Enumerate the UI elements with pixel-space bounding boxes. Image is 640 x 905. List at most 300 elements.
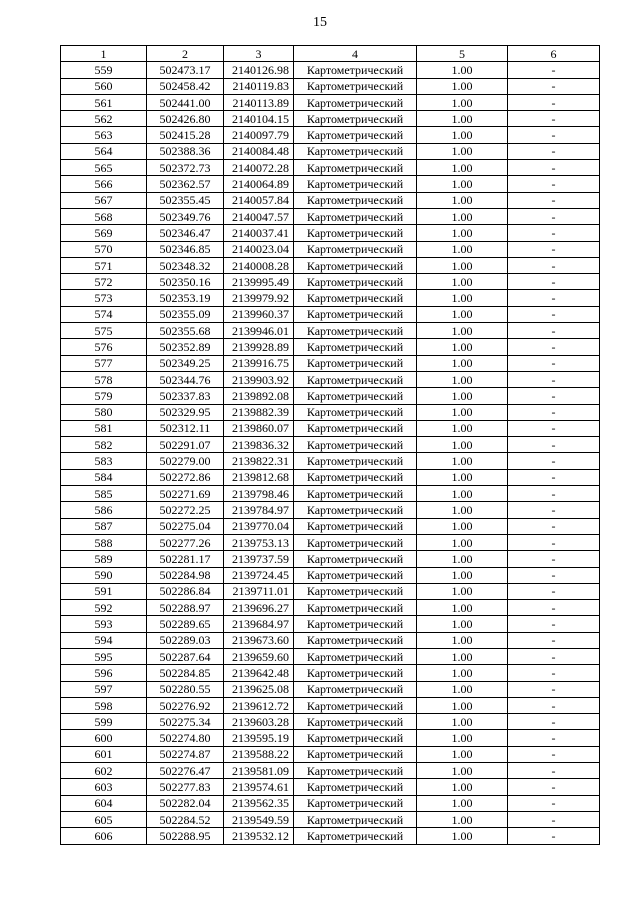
accuracy-cell: 1.00	[417, 111, 508, 127]
y-coordinate-cell: 2139882.39	[224, 404, 294, 420]
x-coordinate-cell: 502279.00	[147, 453, 224, 469]
method-cell: Картометрический	[294, 779, 417, 795]
description-cell: -	[508, 746, 600, 762]
method-cell: Картометрический	[294, 534, 417, 550]
description-cell: -	[508, 486, 600, 502]
x-coordinate-cell: 502362.57	[147, 176, 224, 192]
description-cell: -	[508, 62, 600, 78]
x-coordinate-cell: 502287.64	[147, 648, 224, 664]
accuracy-cell: 1.00	[417, 339, 508, 355]
method-cell: Картометрический	[294, 518, 417, 534]
y-coordinate-cell: 2139812.68	[224, 469, 294, 485]
point-number-cell: 582	[61, 437, 147, 453]
table-row	[61, 355, 600, 371]
method-cell: Картометрический	[294, 257, 417, 273]
point-number-cell: 571	[61, 257, 147, 273]
point-number-cell: 564	[61, 143, 147, 159]
y-coordinate-cell: 2139960.37	[224, 306, 294, 322]
x-coordinate-cell: 502289.65	[147, 616, 224, 632]
point-number-cell: 574	[61, 306, 147, 322]
y-coordinate-cell: 2140119.83	[224, 78, 294, 94]
method-cell: Картометрический	[294, 78, 417, 94]
y-coordinate-cell: 2139581.09	[224, 763, 294, 779]
method-cell: Картометрический	[294, 551, 417, 567]
point-number-cell: 604	[61, 795, 147, 811]
description-cell: -	[508, 697, 600, 713]
point-number-cell: 596	[61, 665, 147, 681]
method-cell: Картометрический	[294, 208, 417, 224]
table-row	[61, 404, 600, 420]
method-cell: Картометрический	[294, 583, 417, 599]
point-number-cell: 600	[61, 730, 147, 746]
point-number-cell: 562	[61, 111, 147, 127]
y-coordinate-cell: 2139836.32	[224, 437, 294, 453]
table-row	[61, 763, 600, 779]
accuracy-cell: 1.00	[417, 697, 508, 713]
y-coordinate-cell: 2140113.89	[224, 94, 294, 110]
table-row	[61, 600, 600, 616]
x-coordinate-cell: 502288.97	[147, 600, 224, 616]
x-coordinate-cell: 502282.04	[147, 795, 224, 811]
y-coordinate-cell: 2139684.97	[224, 616, 294, 632]
y-coordinate-cell: 2139549.59	[224, 811, 294, 827]
accuracy-cell: 1.00	[417, 518, 508, 534]
point-number-cell: 576	[61, 339, 147, 355]
point-number-cell: 589	[61, 551, 147, 567]
description-cell: -	[508, 632, 600, 648]
x-coordinate-cell: 502388.36	[147, 143, 224, 159]
method-cell: Картометрический	[294, 94, 417, 110]
table-row	[61, 192, 600, 208]
table-row	[61, 648, 600, 664]
table-row	[61, 94, 600, 110]
point-number-cell: 567	[61, 192, 147, 208]
accuracy-cell: 1.00	[417, 306, 508, 322]
method-cell: Картометрический	[294, 306, 417, 322]
x-coordinate-cell: 502288.95	[147, 828, 224, 844]
table-row	[61, 437, 600, 453]
description-cell: -	[508, 371, 600, 387]
method-cell: Картометрический	[294, 371, 417, 387]
x-coordinate-cell: 502329.95	[147, 404, 224, 420]
accuracy-cell: 1.00	[417, 811, 508, 827]
description-cell: -	[508, 502, 600, 518]
description-cell: -	[508, 811, 600, 827]
method-cell: Картометрический	[294, 665, 417, 681]
accuracy-cell: 1.00	[417, 437, 508, 453]
y-coordinate-cell: 2139860.07	[224, 420, 294, 436]
x-coordinate-cell: 502348.32	[147, 257, 224, 273]
x-coordinate-cell: 502289.03	[147, 632, 224, 648]
x-coordinate-cell: 502344.76	[147, 371, 224, 387]
point-number-cell: 598	[61, 697, 147, 713]
table-row	[61, 388, 600, 404]
table-row	[61, 469, 600, 485]
y-coordinate-cell: 2139612.72	[224, 697, 294, 713]
method-cell: Картометрический	[294, 486, 417, 502]
point-number-cell: 586	[61, 502, 147, 518]
x-coordinate-cell: 502458.42	[147, 78, 224, 94]
table-row	[61, 681, 600, 697]
description-cell: -	[508, 388, 600, 404]
x-coordinate-cell: 502275.04	[147, 518, 224, 534]
y-coordinate-cell: 2139625.08	[224, 681, 294, 697]
y-coordinate-cell: 2139822.31	[224, 453, 294, 469]
method-cell: Картометрический	[294, 697, 417, 713]
point-number-cell: 559	[61, 62, 147, 78]
x-coordinate-cell: 502281.17	[147, 551, 224, 567]
column-header: 6	[508, 46, 600, 62]
x-coordinate-cell: 502372.73	[147, 160, 224, 176]
x-coordinate-cell: 502274.87	[147, 746, 224, 762]
accuracy-cell: 1.00	[417, 828, 508, 844]
x-coordinate-cell: 502337.83	[147, 388, 224, 404]
table-row	[61, 453, 600, 469]
y-coordinate-cell: 2139532.12	[224, 828, 294, 844]
table-row	[61, 371, 600, 387]
y-coordinate-cell: 2139946.01	[224, 323, 294, 339]
x-coordinate-cell: 502275.34	[147, 714, 224, 730]
accuracy-cell: 1.00	[417, 632, 508, 648]
method-cell: Картометрический	[294, 241, 417, 257]
method-cell: Картометрический	[294, 143, 417, 159]
point-number-cell: 590	[61, 567, 147, 583]
x-coordinate-cell: 502312.11	[147, 420, 224, 436]
y-coordinate-cell: 2139798.46	[224, 486, 294, 502]
description-cell: -	[508, 600, 600, 616]
description-cell: -	[508, 355, 600, 371]
accuracy-cell: 1.00	[417, 795, 508, 811]
point-number-cell: 594	[61, 632, 147, 648]
method-cell: Картометрический	[294, 828, 417, 844]
table-row	[61, 306, 600, 322]
description-cell: -	[508, 241, 600, 257]
point-number-cell: 578	[61, 371, 147, 387]
description-cell: -	[508, 714, 600, 730]
point-number-cell: 583	[61, 453, 147, 469]
accuracy-cell: 1.00	[417, 730, 508, 746]
method-cell: Картометрический	[294, 160, 417, 176]
x-coordinate-cell: 502280.55	[147, 681, 224, 697]
table-row	[61, 225, 600, 241]
y-coordinate-cell: 2139642.48	[224, 665, 294, 681]
description-cell: -	[508, 225, 600, 241]
table-row	[61, 811, 600, 827]
y-coordinate-cell: 2140126.98	[224, 62, 294, 78]
description-cell: -	[508, 160, 600, 176]
accuracy-cell: 1.00	[417, 779, 508, 795]
method-cell: Картометрический	[294, 437, 417, 453]
description-cell: -	[508, 323, 600, 339]
x-coordinate-cell: 502441.00	[147, 94, 224, 110]
point-number-cell: 592	[61, 600, 147, 616]
description-cell: -	[508, 453, 600, 469]
y-coordinate-cell: 2139784.97	[224, 502, 294, 518]
y-coordinate-cell: 2139574.61	[224, 779, 294, 795]
method-cell: Картометрический	[294, 616, 417, 632]
point-number-cell: 591	[61, 583, 147, 599]
accuracy-cell: 1.00	[417, 502, 508, 518]
accuracy-cell: 1.00	[417, 323, 508, 339]
accuracy-cell: 1.00	[417, 551, 508, 567]
table-body	[61, 62, 600, 844]
table-row	[61, 143, 600, 159]
description-cell: -	[508, 176, 600, 192]
y-coordinate-cell: 2139588.22	[224, 746, 294, 762]
description-cell: -	[508, 143, 600, 159]
table-row	[61, 714, 600, 730]
point-number-cell: 602	[61, 763, 147, 779]
table-row	[61, 62, 600, 78]
point-number-cell: 566	[61, 176, 147, 192]
point-number-cell: 599	[61, 714, 147, 730]
column-header: 1	[61, 46, 147, 62]
point-number-cell: 573	[61, 290, 147, 306]
table-row	[61, 290, 600, 306]
accuracy-cell: 1.00	[417, 665, 508, 681]
accuracy-cell: 1.00	[417, 78, 508, 94]
y-coordinate-cell: 2140047.57	[224, 208, 294, 224]
accuracy-cell: 1.00	[417, 290, 508, 306]
description-cell: -	[508, 648, 600, 664]
y-coordinate-cell: 2140097.79	[224, 127, 294, 143]
column-header: 4	[294, 46, 417, 62]
y-coordinate-cell: 2139928.89	[224, 339, 294, 355]
x-coordinate-cell: 502352.89	[147, 339, 224, 355]
method-cell: Картометрический	[294, 746, 417, 762]
description-cell: -	[508, 616, 600, 632]
x-coordinate-cell: 502284.52	[147, 811, 224, 827]
point-number-cell: 593	[61, 616, 147, 632]
description-cell: -	[508, 763, 600, 779]
accuracy-cell: 1.00	[417, 143, 508, 159]
y-coordinate-cell: 2139979.92	[224, 290, 294, 306]
point-number-cell: 585	[61, 486, 147, 502]
column-header: 5	[417, 46, 508, 62]
table-row	[61, 420, 600, 436]
description-cell: -	[508, 681, 600, 697]
table-row	[61, 616, 600, 632]
method-cell: Картометрический	[294, 632, 417, 648]
table-row	[61, 567, 600, 583]
x-coordinate-cell: 502277.83	[147, 779, 224, 795]
description-cell: -	[508, 274, 600, 290]
y-coordinate-cell: 2140064.89	[224, 176, 294, 192]
y-coordinate-cell: 2139659.60	[224, 648, 294, 664]
method-cell: Картометрический	[294, 192, 417, 208]
table-row	[61, 665, 600, 681]
accuracy-cell: 1.00	[417, 534, 508, 550]
point-number-cell: 584	[61, 469, 147, 485]
x-coordinate-cell: 502353.19	[147, 290, 224, 306]
y-coordinate-cell: 2139995.49	[224, 274, 294, 290]
accuracy-cell: 1.00	[417, 241, 508, 257]
table-row	[61, 323, 600, 339]
description-cell: -	[508, 518, 600, 534]
accuracy-cell: 1.00	[417, 192, 508, 208]
accuracy-cell: 1.00	[417, 160, 508, 176]
table-row	[61, 502, 600, 518]
description-cell: -	[508, 567, 600, 583]
point-number-cell: 595	[61, 648, 147, 664]
x-coordinate-cell: 502355.09	[147, 306, 224, 322]
accuracy-cell: 1.00	[417, 453, 508, 469]
point-number-cell: 575	[61, 323, 147, 339]
method-cell: Картометрический	[294, 274, 417, 290]
y-coordinate-cell: 2139696.27	[224, 600, 294, 616]
method-cell: Картометрический	[294, 420, 417, 436]
accuracy-cell: 1.00	[417, 62, 508, 78]
x-coordinate-cell: 502349.76	[147, 208, 224, 224]
accuracy-cell: 1.00	[417, 486, 508, 502]
table-row	[61, 632, 600, 648]
accuracy-cell: 1.00	[417, 420, 508, 436]
table-row	[61, 208, 600, 224]
table-row	[61, 583, 600, 599]
x-coordinate-cell: 502426.80	[147, 111, 224, 127]
method-cell: Картометрический	[294, 648, 417, 664]
point-number-cell: 569	[61, 225, 147, 241]
y-coordinate-cell: 2139562.35	[224, 795, 294, 811]
coordinates-table	[60, 45, 600, 845]
accuracy-cell: 1.00	[417, 648, 508, 664]
x-coordinate-cell: 502284.98	[147, 567, 224, 583]
x-coordinate-cell: 502272.86	[147, 469, 224, 485]
method-cell: Картометрический	[294, 111, 417, 127]
description-cell: -	[508, 437, 600, 453]
method-cell: Картометрический	[294, 339, 417, 355]
y-coordinate-cell: 2139892.08	[224, 388, 294, 404]
y-coordinate-cell: 2140104.15	[224, 111, 294, 127]
x-coordinate-cell: 502349.25	[147, 355, 224, 371]
method-cell: Картометрический	[294, 469, 417, 485]
accuracy-cell: 1.00	[417, 388, 508, 404]
point-number-cell: 581	[61, 420, 147, 436]
point-number-cell: 565	[61, 160, 147, 176]
description-cell: -	[508, 192, 600, 208]
accuracy-cell: 1.00	[417, 714, 508, 730]
method-cell: Картометрический	[294, 502, 417, 518]
x-coordinate-cell: 502355.68	[147, 323, 224, 339]
method-cell: Картометрический	[294, 323, 417, 339]
description-cell: -	[508, 257, 600, 273]
table-row	[61, 730, 600, 746]
description-cell: -	[508, 420, 600, 436]
point-number-cell: 572	[61, 274, 147, 290]
point-number-cell: 606	[61, 828, 147, 844]
y-coordinate-cell: 2139724.45	[224, 567, 294, 583]
point-number-cell: 560	[61, 78, 147, 94]
table-row	[61, 176, 600, 192]
description-cell: -	[508, 828, 600, 844]
x-coordinate-cell: 502272.25	[147, 502, 224, 518]
accuracy-cell: 1.00	[417, 746, 508, 762]
table-row	[61, 828, 600, 844]
method-cell: Картометрический	[294, 681, 417, 697]
point-number-cell: 568	[61, 208, 147, 224]
method-cell: Картометрический	[294, 795, 417, 811]
accuracy-cell: 1.00	[417, 567, 508, 583]
accuracy-cell: 1.00	[417, 257, 508, 273]
y-coordinate-cell: 2139595.19	[224, 730, 294, 746]
accuracy-cell: 1.00	[417, 681, 508, 697]
column-header: 3	[224, 46, 294, 62]
method-cell: Картометрический	[294, 62, 417, 78]
y-coordinate-cell: 2139673.60	[224, 632, 294, 648]
y-coordinate-cell: 2140008.28	[224, 257, 294, 273]
point-number-cell: 601	[61, 746, 147, 762]
description-cell: -	[508, 306, 600, 322]
table-row	[61, 127, 600, 143]
y-coordinate-cell: 2140057.84	[224, 192, 294, 208]
y-coordinate-cell: 2140084.48	[224, 143, 294, 159]
point-number-cell: 570	[61, 241, 147, 257]
point-number-cell: 587	[61, 518, 147, 534]
point-number-cell: 603	[61, 779, 147, 795]
y-coordinate-cell: 2139603.28	[224, 714, 294, 730]
method-cell: Картометрический	[294, 388, 417, 404]
x-coordinate-cell: 502346.47	[147, 225, 224, 241]
method-cell: Картометрический	[294, 225, 417, 241]
x-coordinate-cell: 502276.92	[147, 697, 224, 713]
x-coordinate-cell: 502473.17	[147, 62, 224, 78]
x-coordinate-cell: 502271.69	[147, 486, 224, 502]
method-cell: Картометрический	[294, 714, 417, 730]
table-row	[61, 339, 600, 355]
description-cell: -	[508, 730, 600, 746]
description-cell: -	[508, 208, 600, 224]
description-cell: -	[508, 127, 600, 143]
point-number-cell: 605	[61, 811, 147, 827]
y-coordinate-cell: 2140023.04	[224, 241, 294, 257]
table-row	[61, 274, 600, 290]
accuracy-cell: 1.00	[417, 208, 508, 224]
accuracy-cell: 1.00	[417, 371, 508, 387]
description-cell: -	[508, 339, 600, 355]
accuracy-cell: 1.00	[417, 404, 508, 420]
x-coordinate-cell: 502274.80	[147, 730, 224, 746]
x-coordinate-cell: 502284.85	[147, 665, 224, 681]
accuracy-cell: 1.00	[417, 127, 508, 143]
description-cell: -	[508, 290, 600, 306]
table-row	[61, 779, 600, 795]
accuracy-cell: 1.00	[417, 274, 508, 290]
description-cell: -	[508, 404, 600, 420]
x-coordinate-cell: 502415.28	[147, 127, 224, 143]
column-header: 2	[147, 46, 224, 62]
table-row	[61, 486, 600, 502]
y-coordinate-cell: 2139916.75	[224, 355, 294, 371]
method-cell: Картометрический	[294, 763, 417, 779]
table-row	[61, 78, 600, 94]
y-coordinate-cell: 2139903.92	[224, 371, 294, 387]
description-cell: -	[508, 94, 600, 110]
y-coordinate-cell: 2139711.01	[224, 583, 294, 599]
point-number-cell: 577	[61, 355, 147, 371]
x-coordinate-cell: 502277.26	[147, 534, 224, 550]
table-row	[61, 160, 600, 176]
x-coordinate-cell: 502291.07	[147, 437, 224, 453]
y-coordinate-cell: 2139737.59	[224, 551, 294, 567]
method-cell: Картометрический	[294, 176, 417, 192]
y-coordinate-cell: 2140072.28	[224, 160, 294, 176]
x-coordinate-cell: 502286.84	[147, 583, 224, 599]
table-row	[61, 697, 600, 713]
accuracy-cell: 1.00	[417, 616, 508, 632]
table-row	[61, 241, 600, 257]
method-cell: Картометрический	[294, 404, 417, 420]
point-number-cell: 597	[61, 681, 147, 697]
